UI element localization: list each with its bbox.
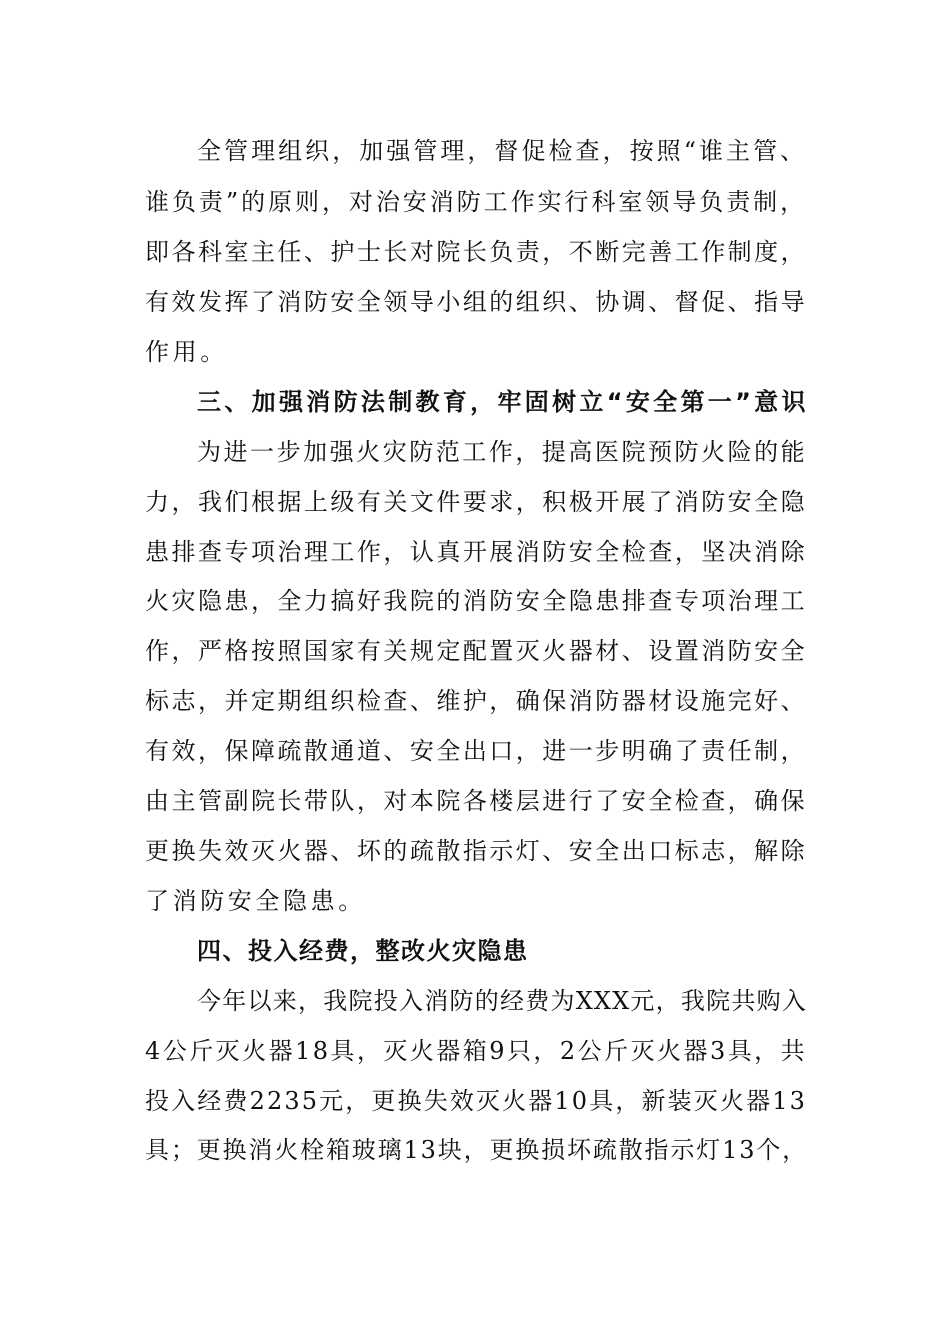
paragraph-line: 作，严格按照国家有关规定配置灭火器材、设置消防安全 bbox=[145, 637, 807, 665]
paragraph-line: 作用。 bbox=[145, 338, 228, 366]
paragraph-line: 谁负责”的原则，对治安消防工作实行科室领导负责制， bbox=[145, 188, 807, 216]
paragraph-line: 4公斤灭火器18具，灭火器箱9只，2公斤灭火器3具，共 bbox=[145, 1037, 807, 1065]
section-heading-4: 四、投入经费，整改火灾隐患 bbox=[197, 937, 529, 965]
paragraph-line: 为进一步加强火灾防范工作，提高医院预防火险的能 bbox=[197, 438, 807, 466]
paragraph-line: 患排查专项治理工作，认真开展消防安全检查，坚决消除 bbox=[145, 538, 807, 566]
paragraph-line: 更换失效灭火器、坏的疏散指示灯、安全出口标志，解除 bbox=[145, 837, 807, 865]
paragraph-line: 由主管副院长带队，对本院各楼层进行了安全检查，确保 bbox=[145, 787, 807, 815]
paragraph-line: 标志，并定期组织检查、维护，确保消防器材设施完好、 bbox=[145, 687, 807, 715]
paragraph-line: 全管理组织，加强管理，督促检查，按照“谁主管、 bbox=[197, 137, 807, 165]
paragraph-line: 具；更换消火栓箱玻璃13块，更换损坏疏散指示灯13个， bbox=[145, 1136, 809, 1164]
paragraph-line: 有效发挥了消防安全领导小组的组织、协调、督促、指导 bbox=[145, 288, 807, 316]
paragraph-line: 投入经费2235元，更换失效灭火器10具，新装灭火器13 bbox=[145, 1087, 807, 1115]
paragraph-line: 今年以来，我院投入消防的经费为XXX元，我院共购入 bbox=[197, 987, 807, 1015]
paragraph-line: 即各科室主任、护士长对院长负责，不断完善工作制度， bbox=[145, 238, 807, 266]
section-heading-3: 三、加强消防法制教育，牢固树立“安全第一”意识 bbox=[197, 388, 807, 416]
paragraph-line: 了消防安全隐患。 bbox=[145, 887, 366, 915]
paragraph-line: 力，我们根据上级有关文件要求，积极开展了消防安全隐 bbox=[145, 488, 807, 516]
paragraph-line: 火灾隐患，全力搞好我院的消防安全隐患排查专项治理工 bbox=[145, 587, 807, 615]
paragraph-line: 有效，保障疏散通道、安全出口，进一步明确了责任制， bbox=[145, 737, 807, 765]
